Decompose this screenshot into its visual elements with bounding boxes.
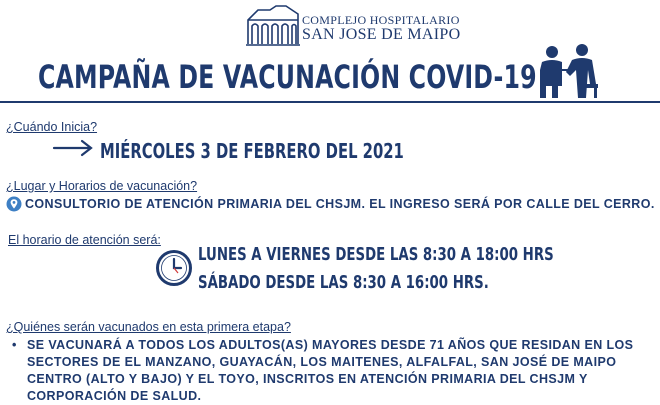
clock-icon bbox=[156, 250, 192, 286]
org-name-line1: COMPLEJO HOSPITALARIO bbox=[302, 13, 460, 27]
location-pin-icon bbox=[6, 196, 22, 212]
place-question: ¿Lugar y Horarios de vacunación? bbox=[6, 179, 198, 193]
bullet-marker: • bbox=[12, 338, 17, 352]
place-text: CONSULTORIO DE ATENCIÓN PRIMARIA DEL CHSJM. EL INGRESO SERÁ POR CALLE DEL CERRO. bbox=[25, 197, 655, 211]
title-divider bbox=[0, 101, 660, 103]
vaccination-icon bbox=[536, 40, 600, 100]
page-title: CAMPAÑA DE VACUNACIÓN COVID-19 bbox=[38, 58, 537, 96]
arrow-right-icon bbox=[52, 138, 94, 158]
org-name-line2: SAN JOSE DE MAIPO bbox=[302, 26, 461, 43]
who-text: SE VACUNARÁ A TODOS LOS ADULTOS(AS) MAYORES DESDE 71 AÑOS QUE RESIDAN EN LOS SECTORES DE EL MANZANO, GUAYACÁN, LOS MAITENES, ALFALFAL, SAN JOSÉ DE MAIPO CENTRO (ALTO Y BAJO) Y EL TOYO, INSCRITOS EN ATENCIÓN PRIMARIA DEL CHSJM Y CORPORACIÓN DE SALUD. bbox=[27, 338, 634, 403]
weekday-hours: LUNES A VIERNES DESDE LAS 8:30 A 18:00 HRS bbox=[198, 244, 554, 265]
start-date: MIÉRCOLES 3 DE FEBRERO DEL 2021 bbox=[100, 139, 404, 163]
hospital-building-icon bbox=[246, 4, 300, 46]
who-question: ¿Quiénes serán vacunados en esta primera etapa? bbox=[6, 320, 291, 334]
hours-question: El horario de atención será: bbox=[8, 233, 161, 247]
saturday-hours: SÁBADO DESDE LAS 8:30 A 16:00 HRS. bbox=[198, 272, 489, 293]
start-question: ¿Cuándo Inicia? bbox=[6, 120, 98, 134]
